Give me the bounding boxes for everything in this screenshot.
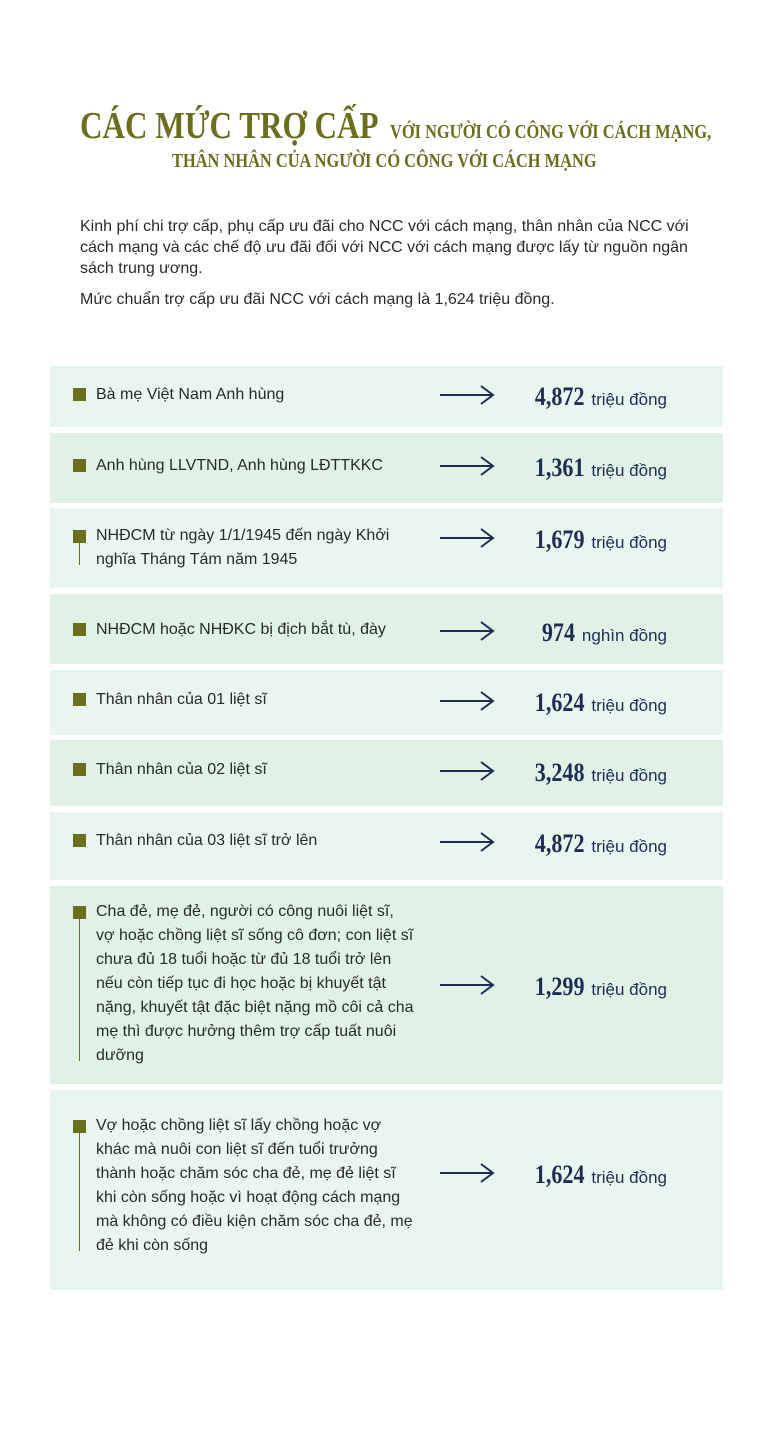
bullet-line	[79, 919, 80, 1061]
bullet-line	[79, 543, 80, 565]
square-bullet-icon	[73, 834, 86, 847]
list-item	[50, 366, 723, 427]
title-main: CÁC MỨC TRỢ CẤP	[80, 105, 379, 147]
list-item	[50, 1090, 723, 1290]
square-bullet-icon	[73, 623, 86, 636]
intro-paragraph-2: Mức chuẩn trợ cấp ưu đãi NCC với cách mạng là 1,624 triệu đồng.	[80, 291, 555, 308]
item-label: Thân nhân của 03 liệt sĩ trở lên	[96, 832, 318, 849]
list-item	[50, 740, 723, 806]
item-label: Vợ hoặc chồng liệt sĩ lấy chồng hoặc vợ khác mà nuôi con liệt sĩ đến tuổi trưởng thành hoặc chăm sóc cha đẻ, mẹ đẻ liệt sĩ khi còn sống hoặc vì hoạt động cách mạng mà không có điều kiện chăm sóc cha đẻ, mẹ đẻ khi còn sống	[96, 1117, 413, 1254]
square-bullet-icon	[73, 906, 86, 919]
value-number: 4,872	[535, 829, 585, 858]
value-number: 1,624	[535, 1160, 585, 1189]
item-value	[526, 453, 667, 483]
title-subtitle-1: VỚI NGƯỜI CÓ CÔNG VỚI CÁCH MẠNG,	[390, 121, 712, 143]
list-item	[50, 433, 723, 503]
value-number: 1,679	[535, 525, 585, 554]
title-subtitle-2: THÂN NHÂN CỦA NGƯỜI CÓ CÔNG VỚI CÁCH MẠNG	[172, 150, 597, 172]
item-value	[526, 829, 667, 859]
value-unit: triệu đồng	[591, 696, 667, 715]
value-unit: nghìn đồng	[581, 626, 667, 645]
list-item	[50, 812, 723, 880]
item-label: Anh hùng LLVTND, Anh hùng LĐTTKKC	[96, 457, 383, 474]
arrow-right-icon	[439, 1161, 495, 1185]
square-bullet-icon	[73, 763, 86, 776]
intro-text	[80, 216, 700, 320]
square-bullet-icon	[73, 530, 86, 543]
item-label: Thân nhân của 02 liệt sĩ	[96, 761, 267, 778]
arrow-right-icon	[439, 830, 495, 854]
square-bullet-icon	[73, 459, 86, 472]
item-value	[526, 382, 667, 412]
list-item	[50, 670, 723, 735]
value-unit: triệu đồng	[591, 390, 667, 409]
value-number: 4,872	[535, 382, 585, 411]
item-value	[526, 1160, 667, 1190]
item-label: Cha đẻ, mẹ đẻ, người có công nuôi liệt sĩ, vợ hoặc chồng liệt sĩ sống cô đơn; con liệt sĩ chưa đủ 18 tuổi hoặc từ đủ 18 tuổi trở lên nếu còn tiếp tục đi học hoặc bị khuyết tật nặng, khuyết tật đặc biệt nặng mồ côi cả cha mẹ thì được hưởng thêm trợ cấp tuất nuôi dưỡng	[96, 903, 414, 1064]
value-unit: triệu đồng	[591, 837, 667, 856]
value-number: 974	[542, 618, 576, 647]
intro-paragraph-1: Kinh phí chi trợ cấp, phụ cấp ưu đãi cho NCC với cách mạng, thân nhân của NCC với cách mạng và các chế độ ưu đãi đối với NCC với cách mạng được lấy từ nguồn ngân sách trung ương.	[80, 218, 689, 277]
arrow-right-icon	[439, 619, 495, 643]
list-item	[50, 594, 723, 664]
value-number: 1,624	[535, 688, 585, 717]
value-number: 1,361	[535, 453, 585, 482]
value-unit: triệu đồng	[591, 766, 667, 785]
arrow-right-icon	[439, 973, 495, 997]
item-value	[536, 618, 667, 648]
list-item	[50, 508, 723, 588]
arrow-right-icon	[439, 689, 495, 713]
page-title	[80, 104, 740, 173]
item-label: Thân nhân của 01 liệt sĩ	[96, 691, 267, 708]
item-value	[526, 972, 667, 1002]
arrow-right-icon	[439, 454, 495, 478]
item-value	[526, 758, 667, 788]
item-label: NHĐCM hoặc NHĐKC bị địch bắt tù, đày	[96, 621, 386, 638]
value-number: 3,248	[535, 758, 585, 787]
value-unit: triệu đồng	[591, 461, 667, 480]
list-item	[50, 886, 723, 1084]
value-unit: triệu đồng	[591, 533, 667, 552]
arrow-right-icon	[439, 759, 495, 783]
value-unit: triệu đồng	[591, 1168, 667, 1187]
arrow-right-icon	[439, 526, 495, 550]
item-value	[526, 525, 667, 555]
bullet-line	[79, 1133, 80, 1251]
square-bullet-icon	[73, 388, 86, 401]
item-label: Bà mẹ Việt Nam Anh hùng	[96, 386, 285, 403]
value-number: 1,299	[535, 972, 585, 1001]
value-unit: triệu đồng	[591, 980, 667, 999]
item-label: NHĐCM từ ngày 1/1/1945 đến ngày Khởi nghĩa Tháng Tám năm 1945	[96, 527, 390, 568]
square-bullet-icon	[73, 693, 86, 706]
square-bullet-icon	[73, 1120, 86, 1133]
arrow-right-icon	[439, 383, 495, 407]
item-value	[526, 688, 667, 718]
